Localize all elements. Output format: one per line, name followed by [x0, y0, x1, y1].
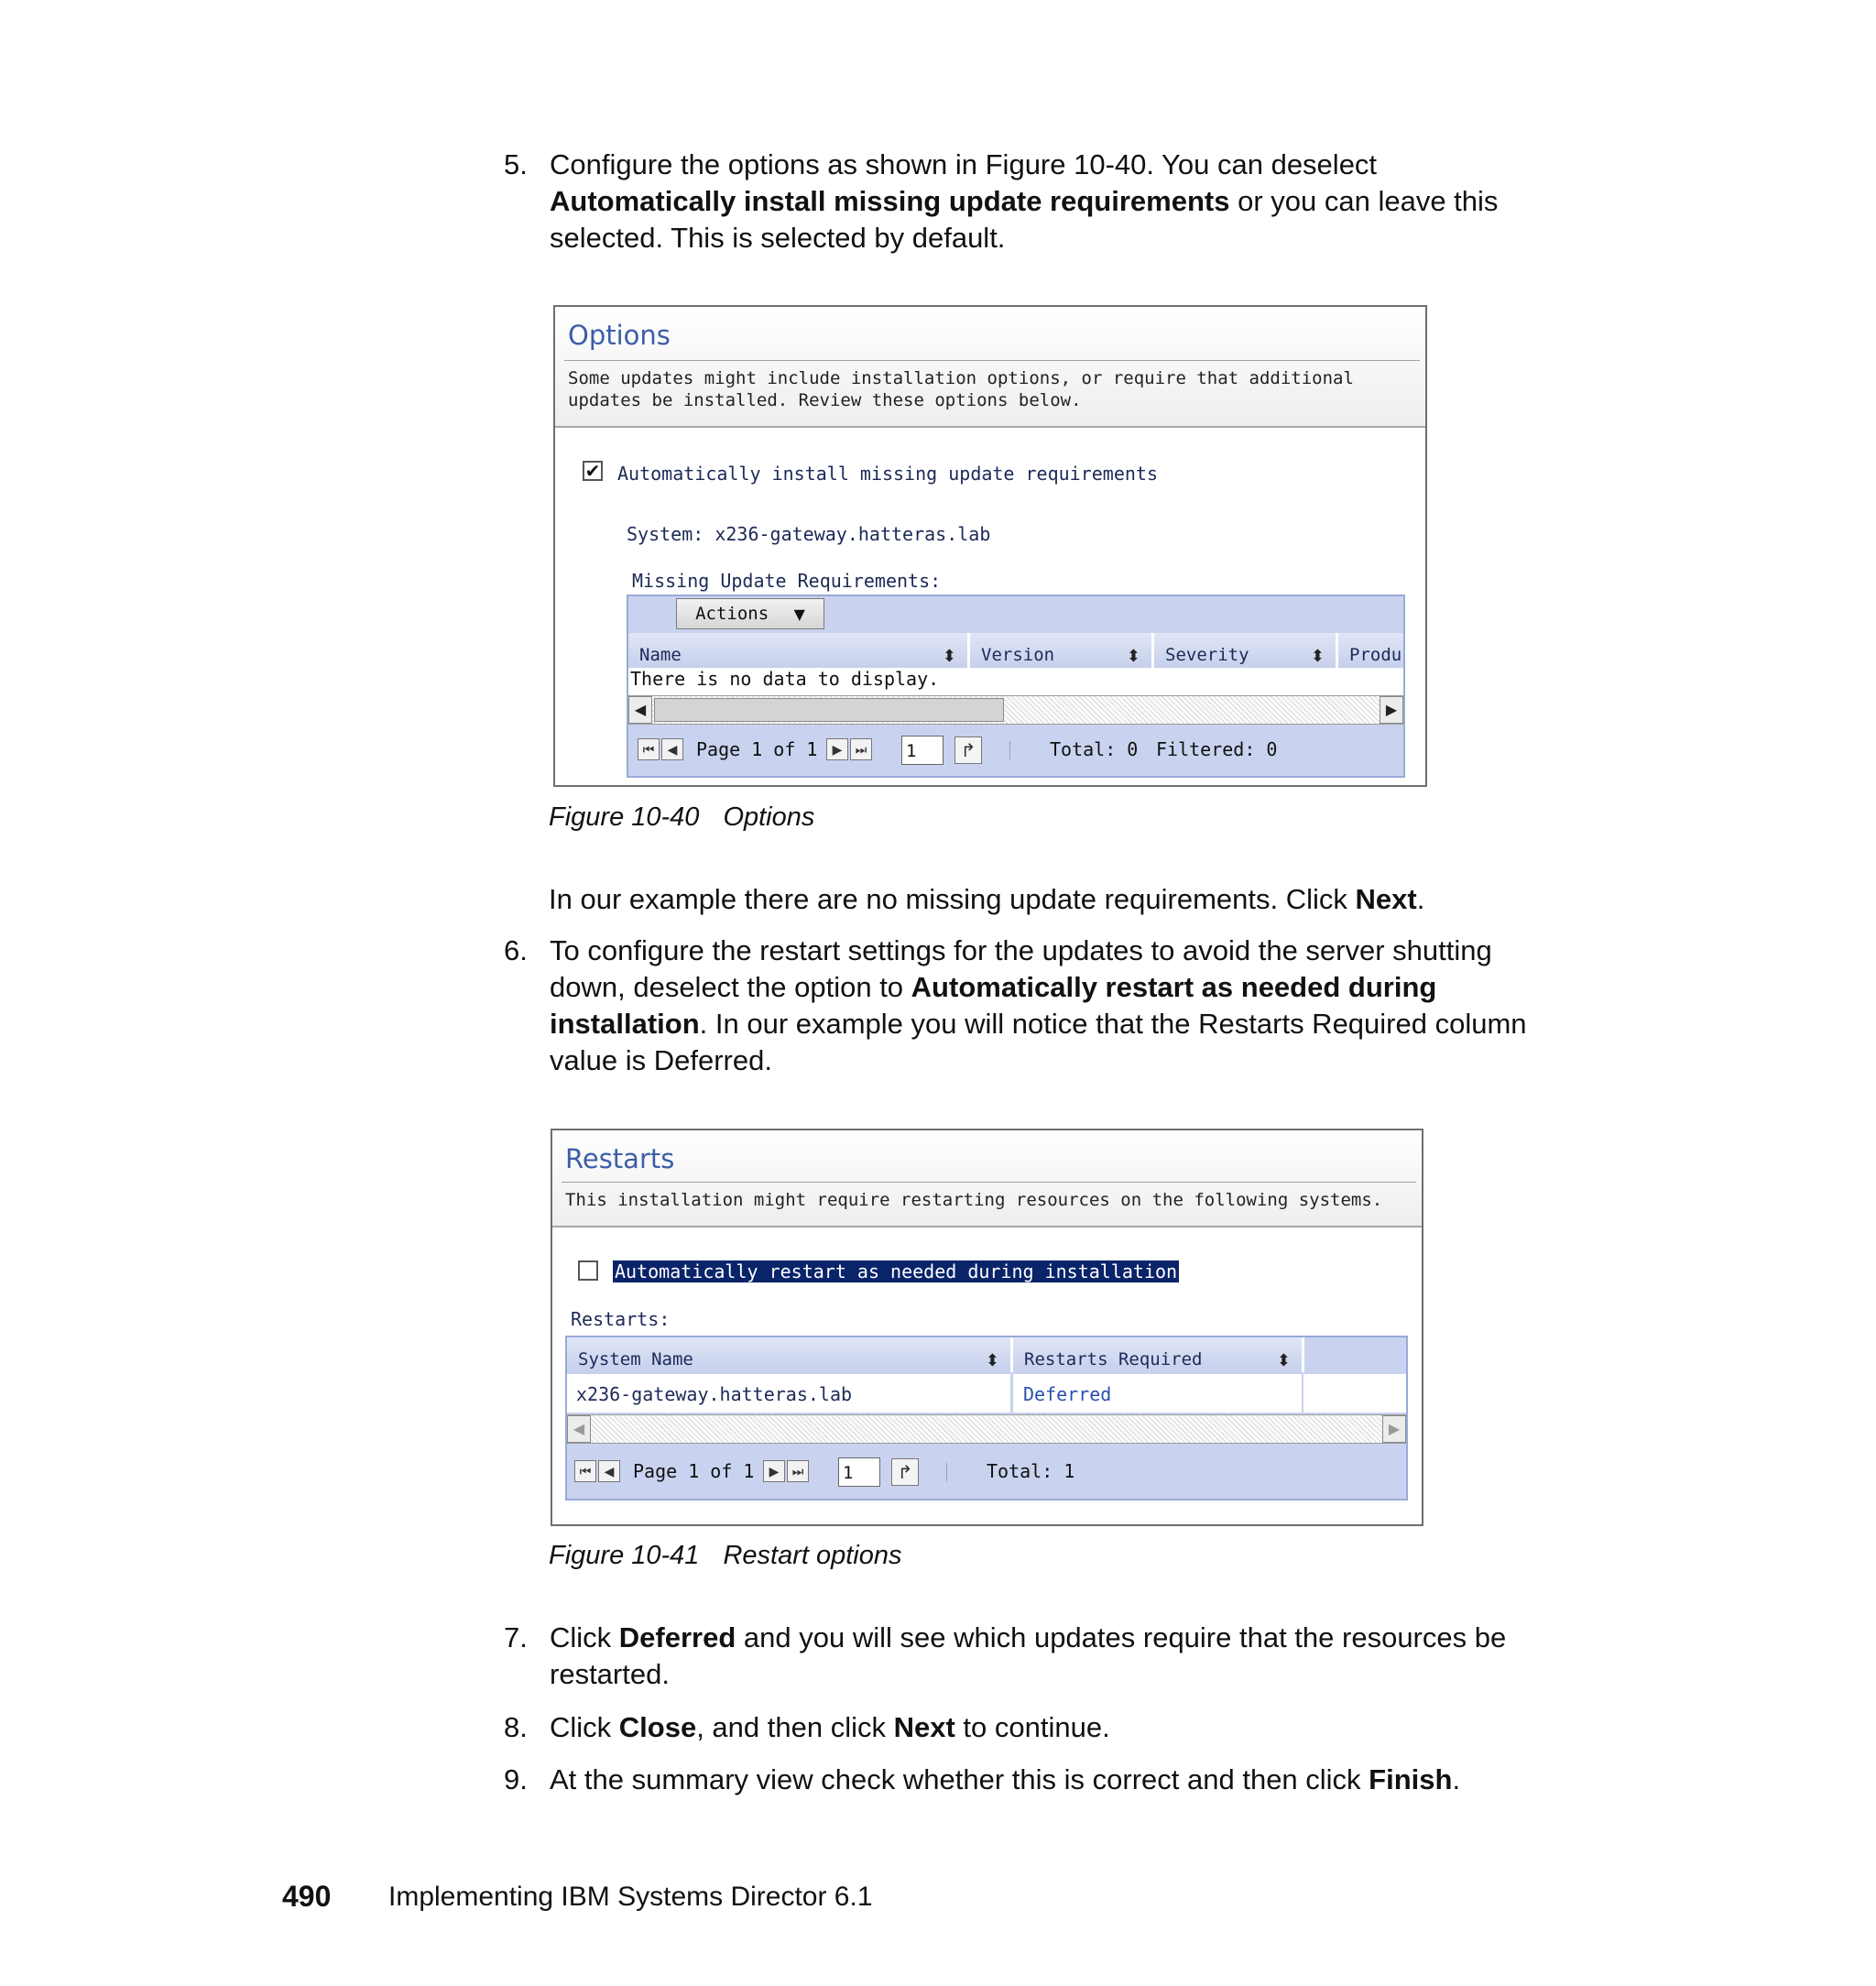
- figure-title: Options: [723, 802, 815, 832]
- step-8: 8. Click Close, and then click Next to continue.: [504, 1709, 1695, 1748]
- system-label: System: x236-gateway.hatteras.lab: [627, 523, 991, 545]
- missing-requirements-table: [627, 595, 1405, 778]
- scroll-right-icon[interactable]: ▶: [1380, 696, 1403, 724]
- book-title: Implementing IBM Systems Director 6.1: [388, 1882, 873, 1912]
- restarts-label: Restarts:: [571, 1308, 671, 1330]
- step-number: 9.: [504, 1763, 528, 1795]
- last-page-icon[interactable]: ⏭: [787, 1460, 809, 1482]
- options-description-line: updates be installed. Review these options below.: [568, 390, 1082, 410]
- step-number: 5.: [504, 148, 528, 180]
- note-paragraph: In our example there are no missing update requirements. Click Next.: [549, 883, 1425, 915]
- restarts-table: [565, 1336, 1408, 1500]
- system-name-cell: x236-gateway.hatteras.lab: [576, 1383, 853, 1405]
- step-7: 7. Click Deferred and you will see which updates require that the resources be restarted.: [504, 1621, 1507, 1690]
- filtered-count: Filtered: 0: [1156, 738, 1278, 760]
- sort-icon[interactable]: ⬍: [942, 647, 956, 666]
- go-to-page-icon[interactable]: ↱: [954, 737, 982, 764]
- step-text-line: Configure the options as shown in Figure 10-40. You can deselect: [550, 148, 1378, 180]
- page-indicator: Page 1 of 1: [696, 738, 818, 760]
- total-count: Total: 1: [987, 1460, 1075, 1482]
- step-number: 7.: [504, 1621, 528, 1653]
- step-number: 6.: [504, 934, 528, 966]
- restarts-panel-header: [552, 1130, 1422, 1228]
- step-6: 6. To configure the restart settings for the updates to avoid the server shutting down, deselect the option to Automatically restart as needed during installation. In our example you will notice that the Restarts Required column value is Deferred.: [504, 934, 1527, 1076]
- column-header-product[interactable]: Produ: [1338, 633, 1403, 668]
- step-9: 9. At the summary view check whether this is correct and then click Finish.: [504, 1762, 1695, 1800]
- scroll-left-icon[interactable]: ◀: [567, 1415, 591, 1443]
- page-number: 490: [282, 1880, 332, 1913]
- sort-icon[interactable]: ⬍: [1276, 1351, 1291, 1370]
- options-panel: [553, 305, 1427, 787]
- missing-requirements-label: Missing Update Requirements:: [632, 570, 942, 592]
- scrollbar-thumb[interactable]: [654, 698, 1004, 722]
- page-indicator: Page 1 of 1: [633, 1460, 755, 1482]
- figure-caption: [549, 1541, 901, 1571]
- sort-icon[interactable]: ⬍: [1310, 647, 1325, 666]
- auto-restart-label: Automatically restart as needed during installation: [615, 1260, 1178, 1282]
- restarts-panel: [551, 1129, 1423, 1526]
- last-page-icon[interactable]: ⏭: [850, 738, 872, 760]
- scroll-right-icon[interactable]: ▶: [1382, 1415, 1406, 1443]
- column-header-system-name[interactable]: System Name ⬍: [567, 1337, 1013, 1372]
- figure-caption: [549, 802, 814, 833]
- sort-icon[interactable]: ⬍: [1126, 647, 1140, 666]
- page-number-input[interactable]: 1: [838, 1457, 880, 1487]
- column-header-name[interactable]: Name ⬍: [628, 633, 970, 668]
- table-pager: [628, 725, 1403, 774]
- prev-page-icon[interactable]: ◀: [661, 738, 683, 760]
- next-page-icon[interactable]: ▶: [763, 1460, 785, 1482]
- scroll-left-icon[interactable]: ◀: [628, 696, 652, 724]
- table-pager: [567, 1446, 1406, 1497]
- actions-menu-button[interactable]: Actions ▼: [676, 598, 824, 629]
- auto-install-checkbox[interactable]: ✔: [583, 461, 603, 481]
- table-row: [567, 1374, 1406, 1413]
- dropdown-arrow-icon: ▼: [793, 606, 805, 623]
- column-header-severity[interactable]: Severity ⬍: [1154, 633, 1338, 668]
- options-title: Options: [568, 320, 671, 351]
- restarts-description: This installation might require restarting resources on the following systems.: [565, 1190, 1383, 1210]
- total-count: Total: 0: [1050, 738, 1139, 760]
- auto-install-label: Automatically install missing update requirements: [617, 463, 1159, 485]
- step-5: 5. Configure the options as shown in Figure 10-40. You can deselect Automatically install missing update requirements or you can leave this selected. This is selected by default.: [504, 147, 1695, 261]
- first-page-icon[interactable]: ⏮: [574, 1460, 596, 1482]
- prev-page-icon[interactable]: ◀: [598, 1460, 620, 1482]
- go-to-page-icon[interactable]: ↱: [891, 1458, 919, 1486]
- figure-title: Restart options: [723, 1541, 902, 1570]
- figure-number: Figure 10-40: [549, 802, 700, 832]
- horizontal-scrollbar[interactable]: [628, 695, 1403, 725]
- first-page-icon[interactable]: ⏮: [638, 738, 660, 760]
- empty-table-message: There is no data to display.: [630, 668, 940, 690]
- step-number: 8.: [504, 1711, 528, 1743]
- step-text-line: selected. This is selected by default.: [550, 222, 1006, 254]
- bold-term: Automatically install missing update requirements: [550, 185, 1230, 217]
- options-panel-header: [555, 307, 1425, 428]
- horizontal-scrollbar[interactable]: [567, 1414, 1406, 1444]
- auto-restart-checkbox[interactable]: [578, 1260, 598, 1281]
- deferred-link[interactable]: Deferred: [1023, 1383, 1112, 1405]
- column-header-restarts-required[interactable]: Restarts Required ⬍: [1013, 1337, 1304, 1372]
- column-header-version[interactable]: Version ⬍: [970, 633, 1154, 668]
- page-number-input[interactable]: 1: [901, 736, 943, 765]
- sort-icon[interactable]: ⬍: [985, 1351, 999, 1370]
- table-body: [628, 668, 1403, 723]
- restarts-title: Restarts: [565, 1143, 675, 1174]
- options-description-line: Some updates might include installation options, or require that additional: [568, 368, 1354, 388]
- figure-number: Figure 10-41: [549, 1541, 700, 1570]
- next-page-icon[interactable]: ▶: [826, 738, 848, 760]
